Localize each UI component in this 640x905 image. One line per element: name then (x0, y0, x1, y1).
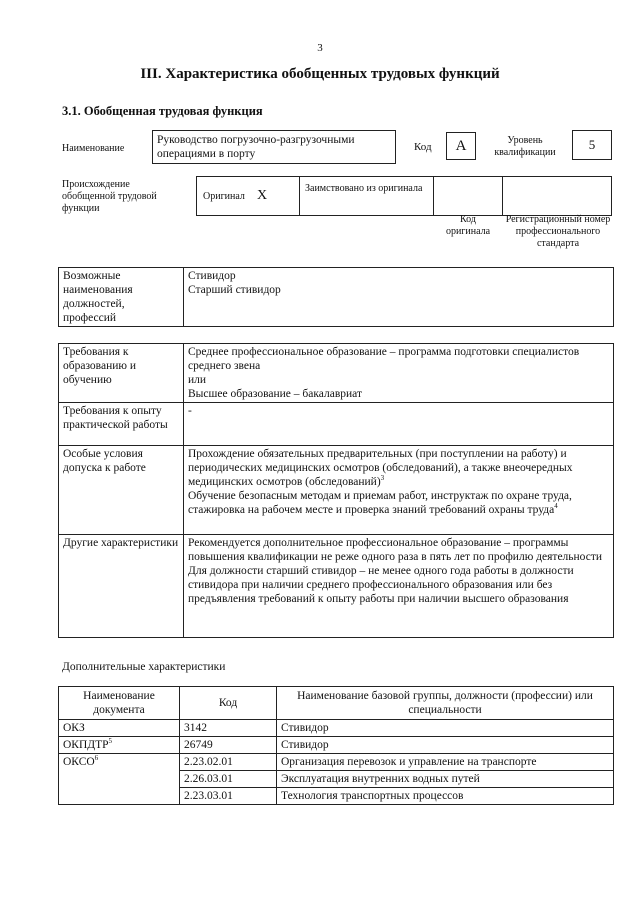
education-line: или (188, 374, 207, 386)
reg-number-cell (501, 177, 611, 215)
positions-label: Возможные наименования должностей, профессий (59, 268, 184, 327)
table-row (59, 268, 614, 327)
other-line: Рекомендуется дополнительное профессиональное образование – программы повышения квалификации не реже одного раза в пять лет по профилю деятельности (188, 537, 602, 563)
table-header-row (59, 687, 614, 720)
code-cell: 26749 (180, 737, 277, 754)
position-item: Старший стивидор (188, 284, 281, 296)
footnote-ref: 3 (380, 474, 385, 483)
other-values (184, 535, 614, 638)
education-label: Требования к образованию и обучению (59, 344, 184, 403)
name-cell: Стивидор (277, 720, 614, 737)
code-cell: 2.23.02.01 (180, 754, 277, 771)
admission-label: Особые условия допуска к работе (59, 446, 184, 535)
positions-table (58, 267, 614, 327)
experience-value: - (184, 403, 614, 446)
footnote-ref: 5 (108, 737, 113, 746)
table-row (59, 535, 614, 638)
header-code: Код (180, 687, 277, 720)
positions-values (184, 268, 614, 327)
table-row (59, 403, 614, 446)
original-mark: X (257, 188, 268, 203)
function-name-value: Руководство погрузочно-разгрузочными операциями в порту (157, 134, 355, 160)
section-title: 3.1. Обобщенная трудовая функция (62, 104, 263, 118)
header-name: Наименование базовой группы, должности (профессии) или специальности (277, 687, 614, 720)
reg-number-caption: Регистрационный номер профессионального стандарта (505, 214, 611, 249)
code-cell: 2.26.03.01 (180, 771, 277, 788)
name-cell: Стивидор (277, 737, 614, 754)
other-line: Для должности старший стивидор – не менее одного года работы в должности стивидора при наличии среднего профессионального образования или без предъявления требований к опыту работы при наличии высшего образования (188, 565, 574, 605)
education-values (184, 344, 614, 403)
name-label: Наименование (62, 143, 125, 154)
code-original-caption: Код оригинала (445, 214, 491, 237)
admission-values (184, 446, 614, 535)
page-title: III. Характеристика обобщенных трудовых функций (140, 66, 500, 82)
table-row (59, 446, 614, 535)
name-cell: Технология транспортных процессов (277, 788, 614, 805)
table-row (59, 344, 614, 403)
level-box (572, 130, 612, 160)
admission-line: Обучение безопасным методам и приемам работ, инструктаж по охране труда, стажировка на рабочем месте и проверка знаний требований охраны труда$^4$ (188, 490, 572, 516)
name-cell: Организация перевозок и управление на транспорте (277, 754, 614, 771)
code-cell: 3142 (180, 720, 277, 737)
original-cell (197, 177, 300, 215)
page-number: 3 (317, 42, 323, 54)
code-value: A (455, 138, 467, 154)
level-label: Уровень квалификации (494, 135, 556, 158)
table-row (59, 737, 614, 754)
table-row (59, 720, 614, 737)
footnote-ref: 6 (94, 754, 99, 763)
level-value: 5 (588, 137, 596, 152)
origin-label: Происхождение обобщенной трудовой функции (62, 179, 157, 214)
footnote-ref: 4 (554, 502, 558, 511)
name-cell: Эксплуатация внутренних водных путей (277, 771, 614, 788)
experience-label: Требования к опыту практической работы (59, 403, 184, 446)
origin-row (196, 176, 612, 216)
additional-table (58, 686, 614, 805)
position-item: Стивидор (188, 270, 236, 282)
code-cell: 2.23.03.01 (180, 788, 277, 805)
original-label: Оригинал (203, 191, 245, 202)
doc-cell: ОКСО$^6$ (59, 754, 180, 805)
code-box (446, 132, 476, 160)
header-doc: Наименование документа (59, 687, 180, 720)
doc-cell: ОКПДТР$^5$ (59, 737, 180, 754)
requirements-table (58, 343, 614, 638)
additional-title: Дополнительные характеристики (62, 661, 226, 673)
code-original-cell (433, 177, 503, 215)
other-label: Другие характеристики (59, 535, 184, 638)
table-row (59, 754, 614, 771)
doc-cell: ОКЗ (59, 720, 180, 737)
borrowed-label: Заимствовано из оригинала (305, 183, 423, 194)
code-label: Код (414, 141, 432, 153)
function-name-box (152, 130, 396, 164)
education-line: Среднее профессиональное образование – программа подготовки специалистов среднего звена (188, 346, 580, 372)
education-line: Высшее образование – бакалавриат (188, 388, 362, 400)
admission-line: Прохождение обязательных предварительных (при поступлении на работу) и периодических медицинских осмотров (обследований), а также внеочередных медицинских осмотров (обследований)$^3$ (188, 448, 573, 488)
